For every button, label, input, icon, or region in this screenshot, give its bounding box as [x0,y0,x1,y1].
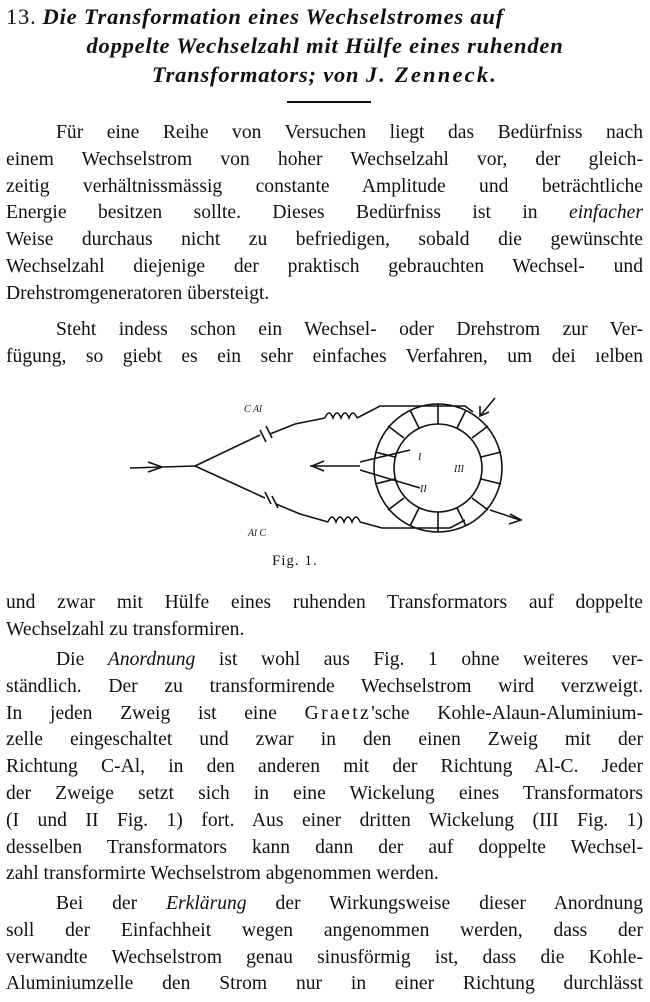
label-winding-ii: II [420,484,427,495]
text-line [6,891,643,918]
text-line: der Zweige setzt sich in eine Wickelung eines Transformators [6,782,643,804]
upper-branch-wire [195,435,260,466]
text-line: Drehstromgeneratoren übersteigt. [6,282,270,304]
cell-plate-lower-a [265,492,271,504]
text-line: zeitig verhältnissmässig constante Amplitude und beträchtliche [6,175,643,197]
text-span: der Wirkungsweise dieser Anordnung [246,893,643,914]
text-line [6,701,643,728]
spaced-name: Graetz [304,702,372,724]
coil-upper [325,413,357,418]
figure-1 [120,390,530,570]
inner-lead-lower [360,470,420,488]
paragraph-2 [6,317,643,371]
text-line: Steht indess schon ein Wechsel- oder Drehstrom zur Ver- [56,319,643,340]
text-line: Für eine Reihe von Versuchen liegt das Bedürfniss nach [56,122,643,143]
text-span: Energie besitzen sollte. Dieses Bedürfniss ist in [6,202,569,224]
text-line: ständlich. Der zu transformirende Wechselstrom wird verzweigt. [6,675,643,697]
title-divider [287,101,371,103]
text-line: Wechselzahl diejenige der praktisch gebrauchten Wechsel- und [6,255,643,277]
text-line [6,200,643,227]
text-line: fügung, so giebt es ein sehr einfaches Verfahren, um dei ıelben [6,345,643,367]
article-title [6,2,644,89]
emphasis-text: Anordnung [107,649,196,670]
paragraph-4 [6,647,643,888]
text-line: Wechselzahl zu transformiren. [6,618,245,640]
emphasis-text: Erklärung [166,893,247,914]
title-line-1 [6,2,644,31]
text-span: ist wohl aus Fig. 1 ohne weiteres ver- [195,649,643,670]
title-line-2: doppelte Wechselzahl mit Hülfe eines ruhenden [86,33,564,58]
cell-plate-lower-b [272,496,278,508]
toroid-inner-ring [394,424,482,512]
text-line: desselben Transformators kann dann der auf doppelte Wechsel- [6,836,643,858]
article-number: 13. [6,4,37,29]
cell-plate-upper-a [260,430,266,442]
label-c-al: C Al [244,404,262,415]
text-span: In jeden Zweig ist eine [6,702,305,724]
text-line: soll der Einfachheit wegen angenommen werden, dass der [6,919,643,941]
text-span: 'sche Kohle-Alaun-Aluminium- [371,702,643,724]
text-line: zelle eingeschaltet und zwar in den einen Zweig mit der [6,729,643,751]
coil-lower [328,517,360,522]
title-text-3: Transformators; von [151,62,366,87]
emphasis-text: einfacher [569,202,643,224]
lower-branch-wire [195,466,265,498]
upper-wire-to-coil [270,418,325,434]
label-winding-iii: III [454,464,464,475]
text-line: (I und II Fig. 1) fort. Aus einer dritten Wickelung (III Fig. 1) [6,809,643,831]
text-line: und zwar mit Hülfe eines ruhenden Transformators auf doppelte [6,592,643,613]
lower-wire-to-coil [276,504,328,522]
title-line-3 [6,60,644,89]
text-line: Weise durchaus nicht zu befriedigen, sobald die gewünschte [6,229,643,251]
paragraph-1 [6,120,643,308]
paragraph-5 [6,891,643,998]
text-span: Bei der [56,893,167,914]
text-line: Richtung C-Al, in den anderen mit der Richtung Al-C. Jeder [6,756,643,778]
text-span: Die [56,649,108,670]
label-winding-i: I [418,452,422,463]
cell-plate-upper-b [266,426,272,438]
figure-caption: Fig. 1. [272,553,318,569]
label-al-c: Al C [248,528,267,539]
author-name: J. Zenneck. [365,62,499,87]
text-line: Aluminiumzelle den Strom nur in einer Richtung durchlässt [6,973,643,995]
text-line: einem Wechselstrom von hoher Wechselzahl vor, der gleich- [6,148,643,170]
title-text-1: Die Transformation eines Wechselstromes auf [42,4,505,29]
inner-lead-upper [360,450,410,462]
output-wire-out [490,510,520,520]
text-line [6,647,643,674]
circuit-diagram [120,390,530,550]
text-line: zahl transformirte Wechselstrom abgenommen werden. [6,863,439,885]
paragraph-3 [6,590,643,644]
text-line: verwandte Wechselstrom genau sinusförmig ist, dass die Kohle- [6,946,643,968]
